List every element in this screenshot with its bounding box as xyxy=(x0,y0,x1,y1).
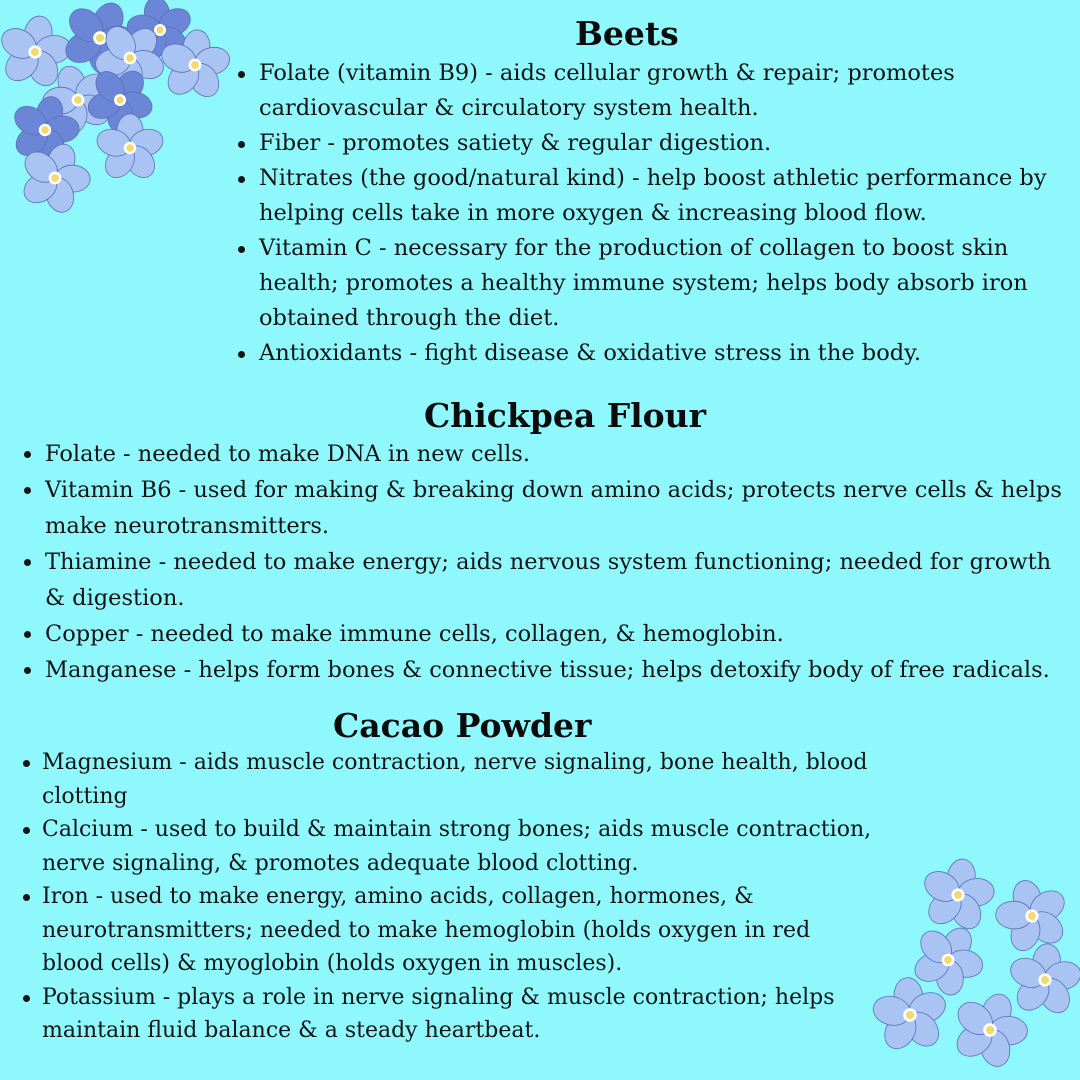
list-item: Folate - needed to make DNA in new cells. xyxy=(45,436,1075,472)
list-item: Calcium - used to build & maintain strong bones; aids muscle contraction, nerve signaling, & promotes adequate blood clotting. xyxy=(42,813,872,880)
nutrient-list xyxy=(259,56,1049,371)
nutrient-list xyxy=(42,746,872,1048)
section-heading: Chickpea Flour xyxy=(424,396,707,435)
nutrient-list xyxy=(45,436,1075,688)
section-heading: Beets xyxy=(575,14,679,53)
list-item: Vitamin C - necessary for the production of collagen to boost skin health; promotes a healthy immune system; helps body absorb iron obtained through the diet. xyxy=(259,231,1049,336)
list-item: Folate (vitamin B9) - aids cellular growth & repair; promotes cardiovascular & circulatory system health. xyxy=(259,56,1049,126)
flower-icon xyxy=(94,114,167,183)
list-item: Potassium - plays a role in nerve signaling & muscle contraction; helps maintain fluid balance & a steady heartbeat. xyxy=(42,981,872,1048)
list-item: Magnesium - aids muscle contraction, nerve signaling, bone health, blood clotting xyxy=(42,746,872,813)
list-item: Thiamine - needed to make energy; aids nervous system functioning; needed for growth & digestion. xyxy=(45,544,1075,616)
list-item: Iron - used to make energy, amino acids, collagen, hormones, & neurotransmitters; needed to make hemoglobin (holds oxygen in red blood cells) & myoglobin (holds oxygen in muscles). xyxy=(42,880,872,981)
section-heading: Cacao Powder xyxy=(333,706,592,745)
flower-icon xyxy=(913,853,1002,939)
flower-icon xyxy=(985,871,1079,962)
list-item: Vitamin B6 - used for making & breaking down amino acids; protects nerve cells & helps make neurotransmitters. xyxy=(45,472,1075,544)
list-item: Manganese - helps form bones & connective tissue; helps detoxify body of free radicals. xyxy=(45,652,1075,688)
flower-cluster-icon xyxy=(0,0,240,220)
list-item: Copper - needed to make immune cells, collagen, & hemoglobin. xyxy=(45,616,1075,652)
list-item: Antioxidants - fight disease & oxidative stress in the body. xyxy=(259,336,1049,371)
list-item: Nitrates (the good/natural kind) - help boost athletic performance by helping cells take in more oxygen & increasing blood flow. xyxy=(259,161,1049,231)
flower-cluster-icon xyxy=(860,850,1080,1080)
list-item: Fiber - promotes satiety & regular digestion. xyxy=(259,126,1049,161)
flower-icon xyxy=(1003,940,1080,1020)
